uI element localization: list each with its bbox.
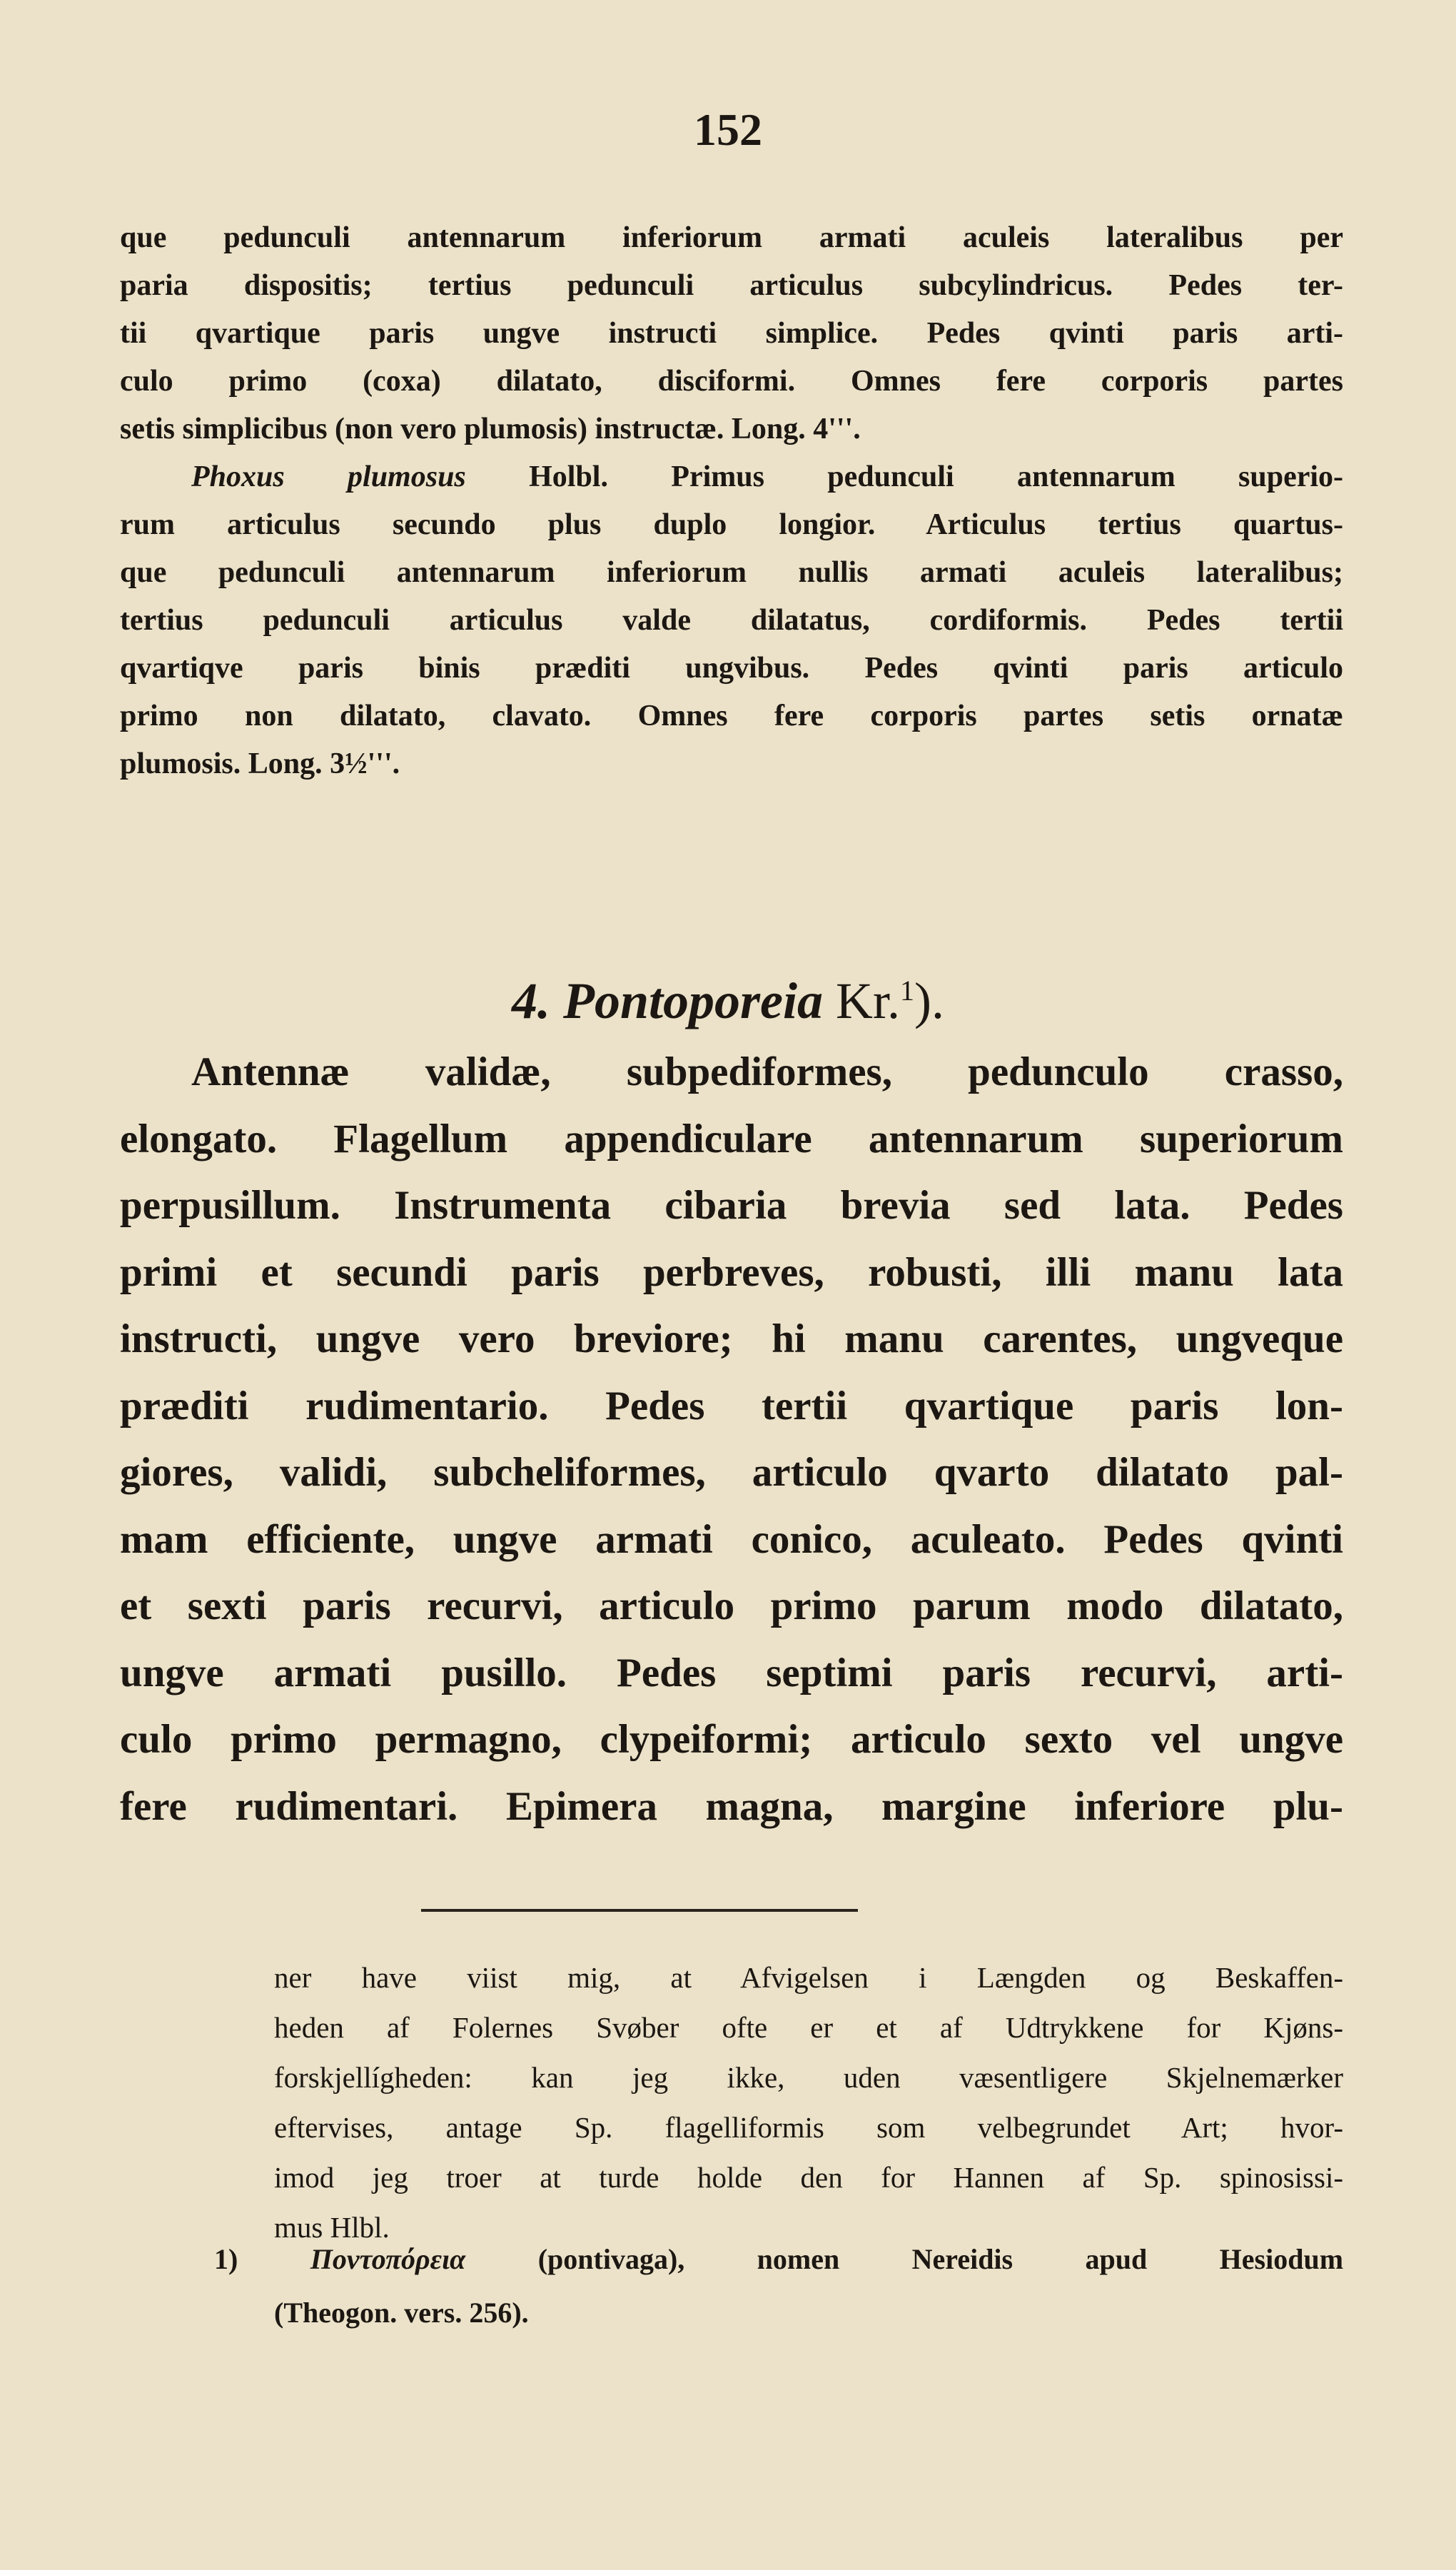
text-line: tii qvartique paris ungve instructi simplice. Pedes qvinti paris arti- — [120, 317, 1343, 350]
footnote-text: (pontivaga), nomen Nereidis apud Hesiodum — [537, 2243, 1343, 2275]
species-first-line — [120, 453, 1343, 501]
text-line: Antennæ validæ, subpediformes, pedunculo crasso, — [191, 1049, 1343, 1094]
note-line: eftervises, antage Sp. flagelliformis som velbegrundet Art; hvor- — [274, 2111, 1343, 2144]
text-line: primo non dilatato, clavato. Omnes fere corporis partes setis ornatæ — [120, 700, 1343, 732]
text-line: plumosis. Long. 3½'''. — [120, 747, 400, 780]
text-line: rum articulus secundo plus duplo longior. Articulus tertius quartus- — [120, 508, 1343, 541]
greek-word: Ποντοπόρεια — [310, 2243, 466, 2275]
section-heading: 4. Pontoporeia Kr.$^1$). — [512, 972, 944, 1029]
danish-note — [274, 1952, 1343, 2252]
footnote-line: (Theogon. vers. 256). — [274, 2297, 529, 2329]
text-line: tertius pedunculi articulus valde dilatatus, cordiformis. Pedes tertii — [120, 604, 1343, 637]
text-line: giores, validi, subcheliformes, articulo qvarto dilatato pal- — [120, 1450, 1343, 1495]
text-line: qvartiqve paris binis præditi ungvibus. Pedes qvinti paris articulo — [120, 652, 1343, 685]
footnote-ref: 1 — [900, 974, 915, 1007]
text-line: setis simplicibus (non vero plumosis) instructæ. Long. 4'''. — [120, 413, 861, 445]
genus-name: Pontoporeia — [563, 972, 824, 1029]
note-line: ner have viist mig, at Afvigelsen i Længden og Beskaffen- — [274, 1961, 1343, 1994]
note-line: mus Hlbl. — [274, 2211, 390, 2244]
text-line: elongato. Flagellum appendiculare antennarum superiorum — [120, 1116, 1343, 1161]
text-line: instructi, ungve vero breviore; hi manu carentes, ungveque — [120, 1316, 1343, 1361]
footnote-divider — [421, 1909, 858, 1912]
species-name: Phoxus plumosus — [191, 460, 466, 493]
footnote-line — [214, 2232, 1343, 2286]
text-line: culo primo permagno, clypeiformi; articulo sexto vel ungve — [120, 1717, 1343, 1762]
footnote — [214, 2232, 1343, 2339]
note-line: imod jeg troer at turde holde den for Hannen af Sp. spinosissi- — [274, 2161, 1343, 2194]
note-line: heden af Folernes Svøber ofte er et af Udtrykkene for Kjøns- — [274, 2011, 1343, 2044]
continued-text-block — [120, 214, 1343, 788]
note-line: forskjellígheden: kan jeg ikke, uden væsentligere Skjelnemærker — [274, 2061, 1343, 2094]
text-line: mam efficiente, ungve armati conico, aculeato. Pedes qvinti — [120, 1516, 1343, 1562]
text-line: culo primo (coxa) dilatato, disciformi. Omnes fere corporis partes — [120, 365, 1343, 398]
genus-author: Kr. — [836, 972, 901, 1029]
text-line: que pedunculi antennarum inferiorum armati aculeis lateralibus per — [120, 221, 1343, 254]
text-line: perpusillum. Instrumenta cibaria brevia sed lata. Pedes — [120, 1183, 1343, 1228]
text-line: præditi rudimentario. Pedes tertii qvartique paris lon- — [120, 1383, 1343, 1428]
text-line: que pedunculi antennarum inferiorum nullis armati aculeis lateralibus; — [120, 556, 1343, 589]
text-line: et sexti paris recurvi, articulo primo parum modo dilatato, — [120, 1583, 1343, 1628]
section-number: 4. — [512, 972, 550, 1029]
genus-description — [120, 1039, 1343, 1840]
footnote-marker: 1) — [214, 2243, 238, 2275]
text-line: fere rudimentari. Epimera magna, margine inferiore plu- — [120, 1783, 1343, 1829]
text-line: paria dispositis; tertius pedunculi articulus subcylindricus. Pedes ter- — [120, 269, 1343, 302]
page-number: 152 — [694, 104, 762, 155]
text-line: ungve armati pusillo. Pedes septimi paris recurvi, arti- — [120, 1650, 1343, 1695]
text-line: primi et secundi paris perbreves, robusti, illi manu lata — [120, 1249, 1343, 1295]
species-line-text: Holbl. Primus pedunculi antennarum superio- — [529, 460, 1343, 493]
